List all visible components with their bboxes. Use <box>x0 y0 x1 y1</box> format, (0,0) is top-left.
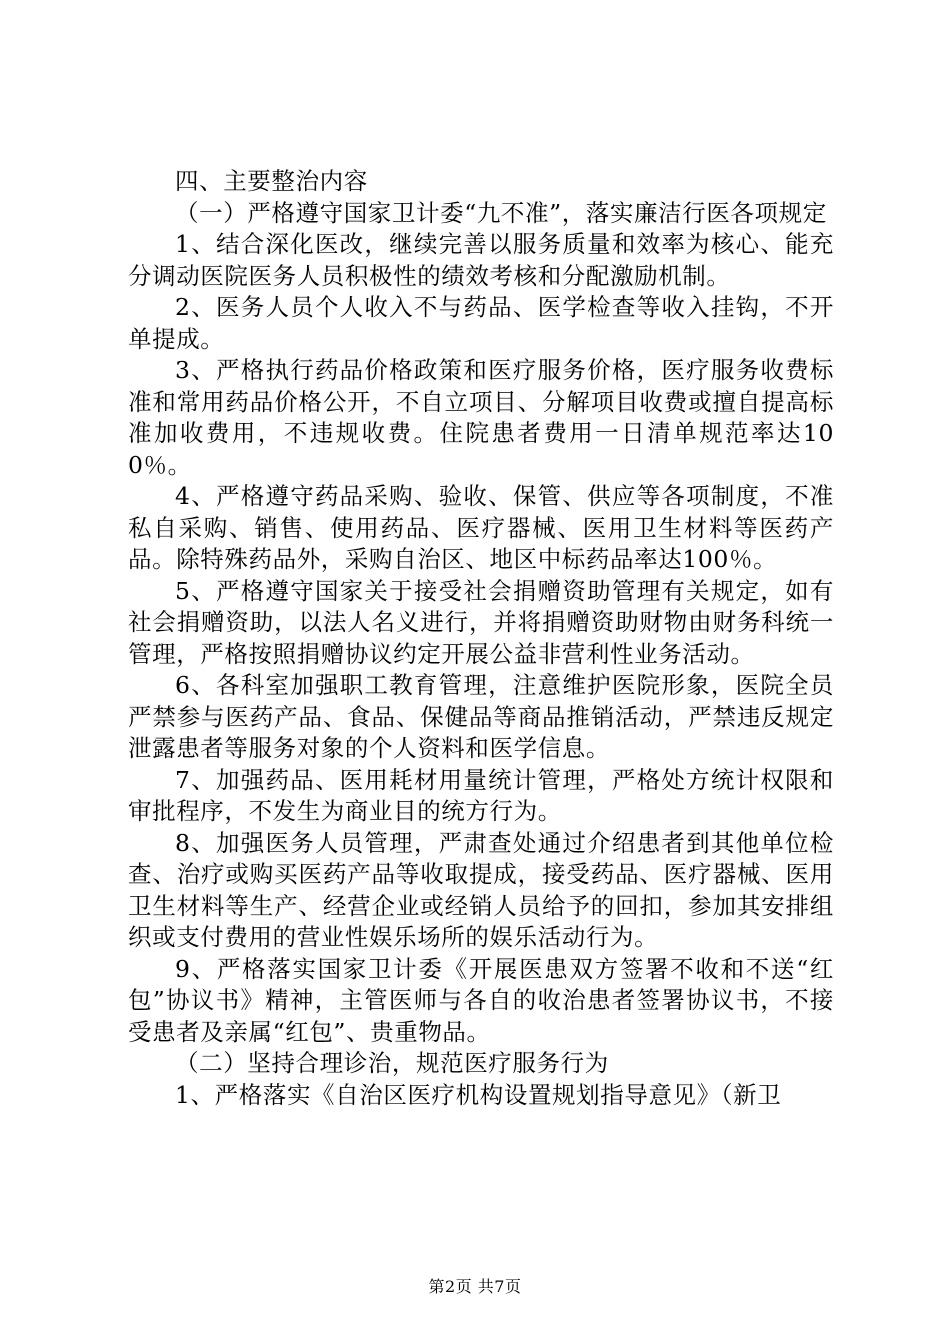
document-body <box>128 166 834 1111</box>
paragraph-item-5: 5、严格遵守国家关于接受社会捐赠资助管理有关规定，如有社会捐赠资助，以法人名义进行，并将捐赠资助财物由财务科统一管理，严格按照捐赠协议约定开展公益非营利性业务活动。 <box>128 576 834 668</box>
paragraph-item-2-1: 1、严格落实《自治区医疗机构设置规划指导意见》（新卫 <box>175 1080 782 1109</box>
paragraph-item-3: 3、严格执行药品价格政策和医疗服务价格，医疗服务收费标准和常用药品价格公开，不自立项目、分解项目收费或擅自提高标准加收费用，不违规收费。住院患者费用一日清单规范率达100％。 <box>128 356 834 479</box>
subsection-heading: （一）严格遵守国家卫计委“九不准”，落实廉洁行医各项规定 <box>175 198 827 227</box>
paragraph-item-2: 2、医务人员个人收入不与药品、医学检查等收入挂钩，不开单提成。 <box>128 293 834 353</box>
subsection-heading-2: （二）坚持合理诊治，规范医疗服务行为 <box>175 1049 609 1077</box>
paragraph-item-8: 8、加强医务人员管理，严肃查处通过介绍患者到其他单位检查、治疗或购买医药产品等收取提成，接受药品、医疗器械、医用卫生材料等生产、经营企业或经销人员给予的回扣，参加其安排组织或支付费用的营业性娱乐场所的娱乐活动行为。 <box>128 828 834 951</box>
paragraph-item-6: 6、各科室加强职工教育管理，注意维护医院形象，医院全员严禁参与医药产品、食品、保健品等商品推销活动，严禁违反规定泄露患者等服务对象的个人资料和医学信息。 <box>128 671 834 762</box>
paragraph-item-9: 9、严格落实国家卫计委《开展医患双方签署不收和不送“红包”协议书》精神，主管医师与各自的收治患者签署协议书，不接受患者及亲属“红包”、贵重物品。 <box>128 954 834 1046</box>
page-footer: 第2页 共7页 <box>428 1277 522 1296</box>
paragraph-item-7: 7、加强药品、医用耗材用量统计管理，严格处方统计权限和审批程序，不发生为商业目的统方行为。 <box>128 765 834 825</box>
section-heading: 四、主要整治内容 <box>175 167 368 195</box>
paragraph-item-1: 1、结合深化医改，继续完善以服务质量和效率为核心、能充分调动医院医务人员积极性的绩效考核和分配激励机制。 <box>128 230 834 290</box>
paragraph-item-4: 4、严格遵守药品采购、验收、保管、供应等各项制度，不准私自采购、销售、使用药品、医疗器械、医用卫生材料等医药产品。除特殊药品外，采购自治区、地区中标药品率达100％。 <box>128 482 834 573</box>
